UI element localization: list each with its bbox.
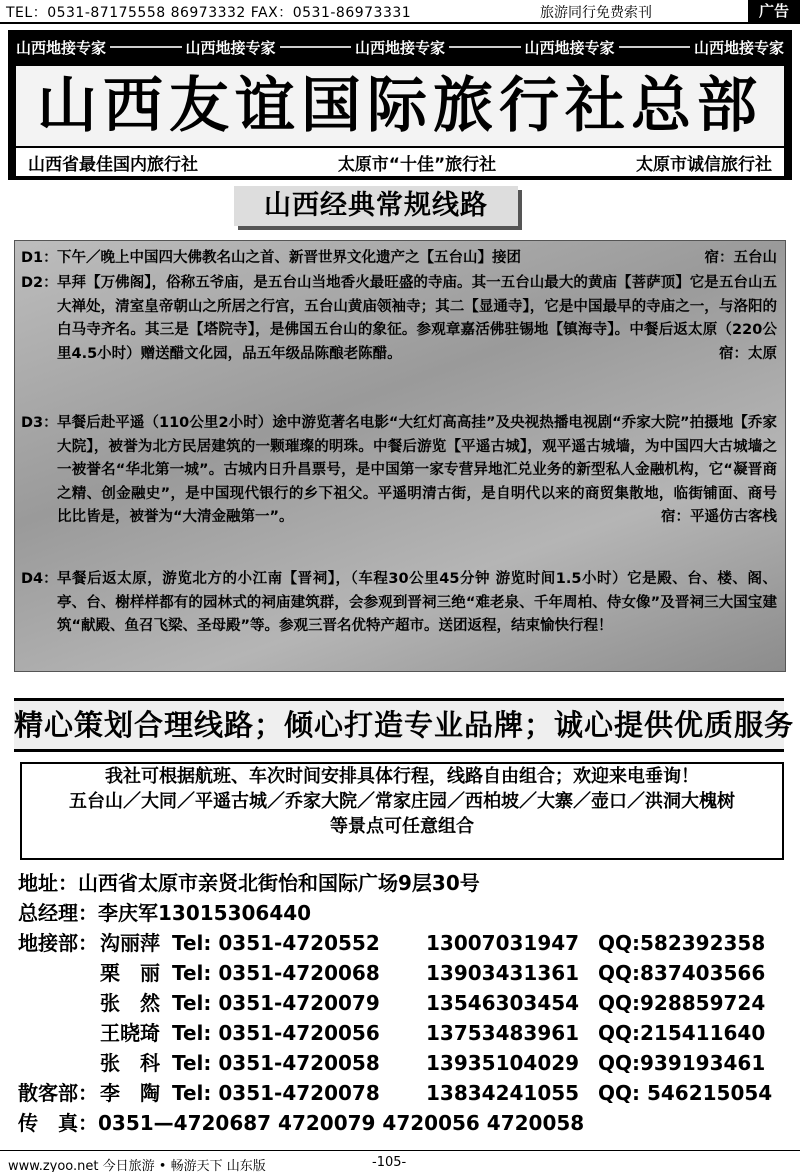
day-text: 早餐后返太原，游览北方的小江南【晋祠】，（车程30公里45分钟 游览时间1.5小时）它是殿、台、楼、阁、亭、台、榭样样都有的园林式的祠庙建筑群，会参观到晋祠三绝“难老泉、千年周柏、侍女像”及晋祠三大国宝建筑“献殿、鱼召飞梁、圣母殿”等。参观三晋名优特产超市。送团返程，结束愉快行程！: [57, 571, 777, 634]
contact-tel: Tel: 0351-4720552: [172, 931, 380, 955]
department-label: 散客部：: [18, 1081, 98, 1105]
day-text: 早餐后赴平遥（110公里2小时）途中游览著名电影“大红灯高高挂”及央视热播电视剧“乔家大院”拍摄地【乔家大院】，被誉为北方民居建筑的一颗璀璨的明珠。中餐后游览【平遥古城】，观平遥古城墙，为中国四大古城墙之一被誉名“华北第一城”。古城内日升昌票号，是中国第一家专营异地汇兑业务的新型私人金融机构，它“凝晋商之精、创金融史”，是中国现代银行的乡下祖父。平遥明清古街，是自明代以来的商贸集散地，临街铺面、商号比比皆是，被誉为“大清金融第一”。 宿：平遥仿古客栈: [57, 412, 777, 530]
day-label: D3：: [21, 415, 58, 431]
expert-row: [16, 34, 784, 60]
day-stay: 宿：平遥仿古客栈: [661, 509, 777, 525]
top-bar: [0, 0, 800, 24]
contact-mobile: 13834241055: [426, 1081, 580, 1105]
service-slogan: 精心策划合理线路；倾心打造专业品牌；诚心提供优质服务: [14, 698, 784, 752]
info-line: 等景点可任意组合: [330, 816, 474, 837]
contact-tel: Tel: 0351-4720068: [172, 961, 380, 985]
address: 地址：山西省太原市亲贤北街怡和国际广场9层30号: [18, 871, 480, 895]
footer: [0, 1150, 800, 1172]
contact-row: [18, 928, 788, 958]
route-title: 山西经典常规线路: [234, 186, 518, 226]
contact-name: 李 陶: [100, 1081, 160, 1105]
day-label: D1：: [21, 250, 58, 266]
day-stay: 宿：太原: [719, 345, 777, 362]
contact-tel: Tel: 0351-4720079: [172, 991, 380, 1015]
magazine-contact: TEL：0531-87175558 86973332 FAX：0531-86973331: [6, 5, 412, 21]
contact-row: [18, 1018, 788, 1048]
contact-tel: Tel: 0351-4720078: [172, 1081, 380, 1105]
itinerary-day: [21, 412, 777, 530]
ad-tag: 广告: [748, 0, 800, 22]
divider: [619, 46, 690, 48]
expert-slogan: 山西地接专家: [185, 38, 276, 57]
day-label: D2：: [21, 275, 58, 291]
contact-row: [18, 1078, 788, 1108]
honor: 太原市“十佳”旅行社: [337, 154, 497, 175]
day-text: 早拜【万佛阁】，俗称五爷庙，是五台山当地香火最旺盛的寺庙。其一五台山最大的黄庙【菩萨顶】它是五台山五大禅处，清室皇帝朝山之所居之行宫，五台山黄庙领袖寺；其二【显通寺】，它是中国最早的寺庙之一，与洛阳的白马寺齐名。其三是【塔院寺】，是佛国五台山的象征。参观章嘉活佛驻锡地【镇海寺】。中餐后返太原（220公里4.5小时）赠送醋文化园，品五年级品陈酿老陈醋。 宿：太原: [57, 272, 777, 366]
contact-mobile: 13753483961: [426, 1021, 580, 1045]
contact-row: [18, 988, 788, 1018]
contact-qq: QQ:837403566: [598, 961, 766, 985]
expert-slogan: 山西地接专家: [694, 38, 785, 57]
manager: 总经理：李庆军13015306440: [18, 901, 312, 925]
contact-mobile: 13007031947: [426, 931, 580, 955]
magazine-note: 旅游同行免费索刊: [540, 5, 652, 21]
contact-mobile: 13935104029: [426, 1051, 580, 1075]
honor: 山西省最佳国内旅行社: [28, 154, 198, 175]
contact-list: [18, 868, 788, 1138]
company-title: 山西友谊国际旅行社总部: [37, 71, 763, 141]
expert-slogan: 山西地接专家: [16, 38, 107, 57]
footer-slogan: 今日旅游 • 畅游天下 山东版: [102, 1159, 266, 1172]
contact-name: 张 科: [100, 1051, 160, 1075]
contact-name: 栗 丽: [100, 961, 160, 985]
contact-tel: Tel: 0351-4720056: [172, 1021, 380, 1045]
contact-name: 张 然: [100, 991, 160, 1015]
contact-qq: QQ:939193461: [598, 1051, 766, 1075]
expert-slogan: 山西地接专家: [524, 38, 615, 57]
page-number: -105-: [372, 1155, 407, 1170]
divider: [449, 46, 520, 48]
day-label: D4：: [21, 571, 58, 587]
header-banner: [8, 30, 792, 180]
day-text: 下午／晚上中国四大佛教名山之首、新晋世界文化遗产之【五台山】接团 宿：五台山: [57, 247, 777, 271]
contact-row: [18, 1048, 788, 1078]
info-line: 我社可根据航班、车次时间安排具体行程，线路自由组合；欢迎来电垂询！: [105, 766, 699, 787]
contact-qq: QQ:928859724: [598, 991, 766, 1015]
contact-qq: QQ:582392358: [598, 931, 766, 955]
expert-slogan: 山西地接专家: [355, 38, 446, 57]
honor: 太原市诚信旅行社: [635, 154, 772, 175]
day-stay: 宿：五台山: [704, 250, 777, 266]
divider: [110, 46, 181, 48]
contact-mobile: 13546303454: [426, 991, 580, 1015]
itinerary-day: [21, 272, 777, 366]
fax: 传 真：0351—4720687 4720079 4720056 4720058: [18, 1111, 585, 1135]
title-box: [16, 66, 784, 146]
footer-site: www.zyoo.net 今日旅游 • 畅游天下 山东版: [8, 1159, 266, 1172]
contact-mobile: 13903431361: [426, 961, 580, 985]
contact-name: 沟丽萍: [100, 931, 160, 955]
contact-name: 王晓琦: [100, 1021, 160, 1045]
itinerary-panel: [14, 240, 786, 672]
contact-qq: QQ:215411640: [598, 1021, 766, 1045]
honors-row: [16, 148, 784, 176]
contact-tel: Tel: 0351-4720058: [172, 1051, 380, 1075]
info-box: [20, 762, 784, 860]
department-label: 地接部：: [18, 931, 98, 955]
info-line: 五台山／大同／平遥古城／乔家大院／常家庄园／西柏坡／大寨／壶口／洪洞大槐树: [69, 791, 735, 812]
itinerary-day: [21, 247, 777, 271]
contact-row: [18, 958, 788, 988]
contact-qq: QQ: 546215054: [598, 1081, 773, 1105]
divider: [280, 46, 351, 48]
itinerary-day: [21, 568, 777, 639]
